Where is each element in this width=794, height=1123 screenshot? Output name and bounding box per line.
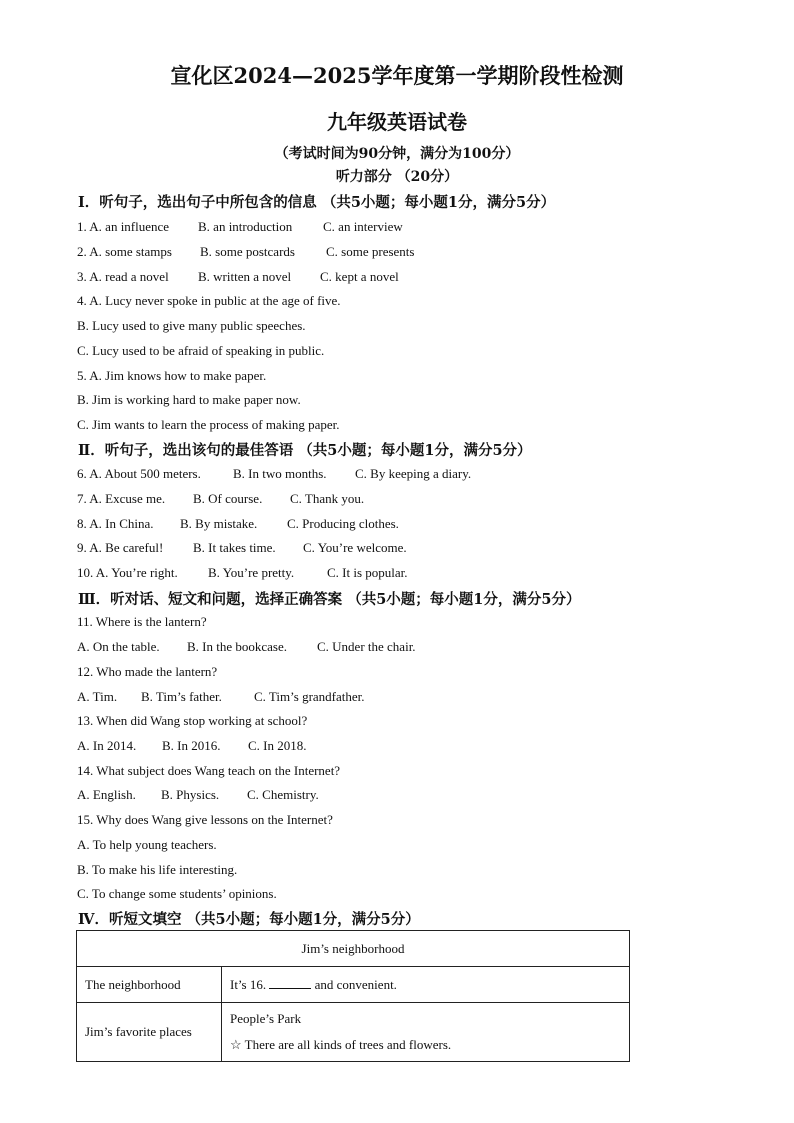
option-c: C. kept a novel	[320, 269, 399, 284]
option-b: B. In the bookcase.	[187, 639, 288, 654]
option-b: B. Tim’s father.	[141, 689, 222, 704]
content-text-after: and convenient.	[314, 977, 397, 992]
option-c: C. Thank you.	[290, 491, 365, 506]
option-b: B. In two months.	[233, 466, 327, 481]
option-b: B. It takes time.	[193, 540, 276, 555]
question-11-options	[77, 639, 416, 655]
question-4-a: 4. A. Lucy never spoke in public at the age of five.	[77, 293, 341, 308]
option-a: 2. A. some stamps	[77, 244, 172, 259]
question-12-options	[77, 689, 365, 705]
place-detail: ☆ There are all kinds of trees and flowers.	[230, 1037, 452, 1052]
question-4-c: C. Lucy used to be afraid of speaking in public.	[77, 343, 325, 358]
question-12-stem: 12. Who made the lantern?	[77, 664, 218, 679]
question-15-b: B. To make his life interesting.	[77, 862, 238, 877]
question-4-b: B. Lucy used to give many public speeches.	[77, 318, 306, 333]
option-a: A. In 2014.	[77, 738, 137, 753]
row-content	[222, 1003, 630, 1062]
option-a: 7. A. Excuse me.	[77, 491, 166, 506]
question-15-stem: 15. Why does Wang give lessons on the Internet?	[77, 812, 333, 827]
option-b: B. You’re pretty.	[208, 565, 295, 580]
option-c: C. It is popular.	[327, 565, 408, 580]
question-6	[77, 466, 471, 482]
question-7	[77, 491, 364, 507]
option-c: C. By keeping a diary.	[355, 466, 472, 481]
table-row	[77, 1003, 630, 1062]
question-5-c: C. Jim wants to learn the process of making paper.	[77, 417, 340, 432]
question-8	[77, 516, 399, 532]
option-c: C. an interview	[323, 219, 403, 234]
option-c: C. Producing clothes.	[287, 516, 399, 531]
question-14-options	[77, 787, 319, 803]
option-a: 10. A. You’re right.	[77, 565, 178, 580]
option-c: C. You’re welcome.	[303, 540, 407, 555]
option-a: A. English.	[77, 787, 136, 802]
option-c: C. In 2018.	[248, 738, 307, 753]
option-a: A. Tim.	[77, 689, 118, 704]
option-b: B. Of course.	[193, 491, 263, 506]
question-2	[77, 244, 414, 260]
option-c: C. Tim’s grandfather.	[254, 689, 365, 704]
option-b: B. some postcards	[200, 244, 295, 259]
option-c: C. some presents	[326, 244, 415, 259]
question-15-c: C. To change some students’ opinions.	[77, 886, 277, 901]
question-10	[77, 565, 408, 581]
section-3-heading: Ⅲ．听对话、短文和问题，选择正确答案 （共5小题；每小题1分，满分5分）	[78, 591, 581, 608]
section-1-heading: Ⅰ．听句子，选出句子中所包含的信息 （共5小题；每小题1分，满分5分）	[78, 194, 556, 211]
question-5-b: B. Jim is working hard to make paper now.	[77, 392, 301, 407]
row-content	[222, 967, 630, 1003]
option-a: 1. A. an influence	[77, 219, 170, 234]
option-b: B. an introduction	[198, 219, 293, 234]
option-a: 9. A. Be careful!	[77, 540, 164, 555]
section-2-heading: Ⅱ．听句子，选出该句的最佳答语 （共5小题；每小题1分，满分5分）	[78, 442, 532, 459]
row-label: Jim’s favorite places	[77, 1003, 222, 1062]
question-5-a: 5. A. Jim knows how to make paper.	[77, 368, 267, 383]
option-b: B. In 2016.	[162, 738, 221, 753]
option-a: 6. A. About 500 meters.	[77, 466, 201, 481]
content-text-before: It’s 16.	[230, 977, 267, 992]
section-4-heading: Ⅳ．听短文填空 （共5小题；每小题1分，满分5分）	[78, 911, 420, 928]
option-b: B. Physics.	[161, 787, 220, 802]
place-name: People’s Park	[230, 1011, 302, 1026]
question-15-a: A. To help young teachers.	[77, 837, 217, 852]
answer-blank-16[interactable]	[269, 976, 311, 989]
option-c: C. Under the chair.	[317, 639, 416, 654]
question-9	[77, 540, 407, 556]
question-13-options	[77, 738, 307, 754]
exam-title: 宣化区2024—2025学年度第一学期阶段性检测	[170, 63, 624, 88]
option-a: 3. A. read a novel	[77, 269, 169, 284]
option-a: 8. A. In China.	[77, 516, 154, 531]
question-13-stem: 13. When did Wang stop working at school?	[77, 713, 308, 728]
exam-subtitle: 九年级英语试卷	[327, 110, 467, 134]
option-a: A. On the table.	[77, 639, 160, 654]
table-caption: Jim’s neighborhood	[77, 931, 630, 967]
table-row	[77, 967, 630, 1003]
option-b: B. written a novel	[198, 269, 292, 284]
question-14-stem: 14. What subject does Wang teach on the Internet?	[77, 763, 341, 778]
option-b: B. By mistake.	[180, 516, 258, 531]
question-1	[77, 219, 403, 235]
question-11-stem: 11. Where is the lantern?	[77, 614, 207, 629]
fill-in-table	[76, 930, 630, 1062]
row-label: The neighborhood	[77, 967, 222, 1003]
exam-info: （考试时间为90分钟，满分为100分）	[274, 146, 520, 162]
option-c: C. Chemistry.	[247, 787, 319, 802]
part-heading: 听力部分 （20分）	[335, 169, 459, 185]
question-3	[77, 269, 399, 285]
